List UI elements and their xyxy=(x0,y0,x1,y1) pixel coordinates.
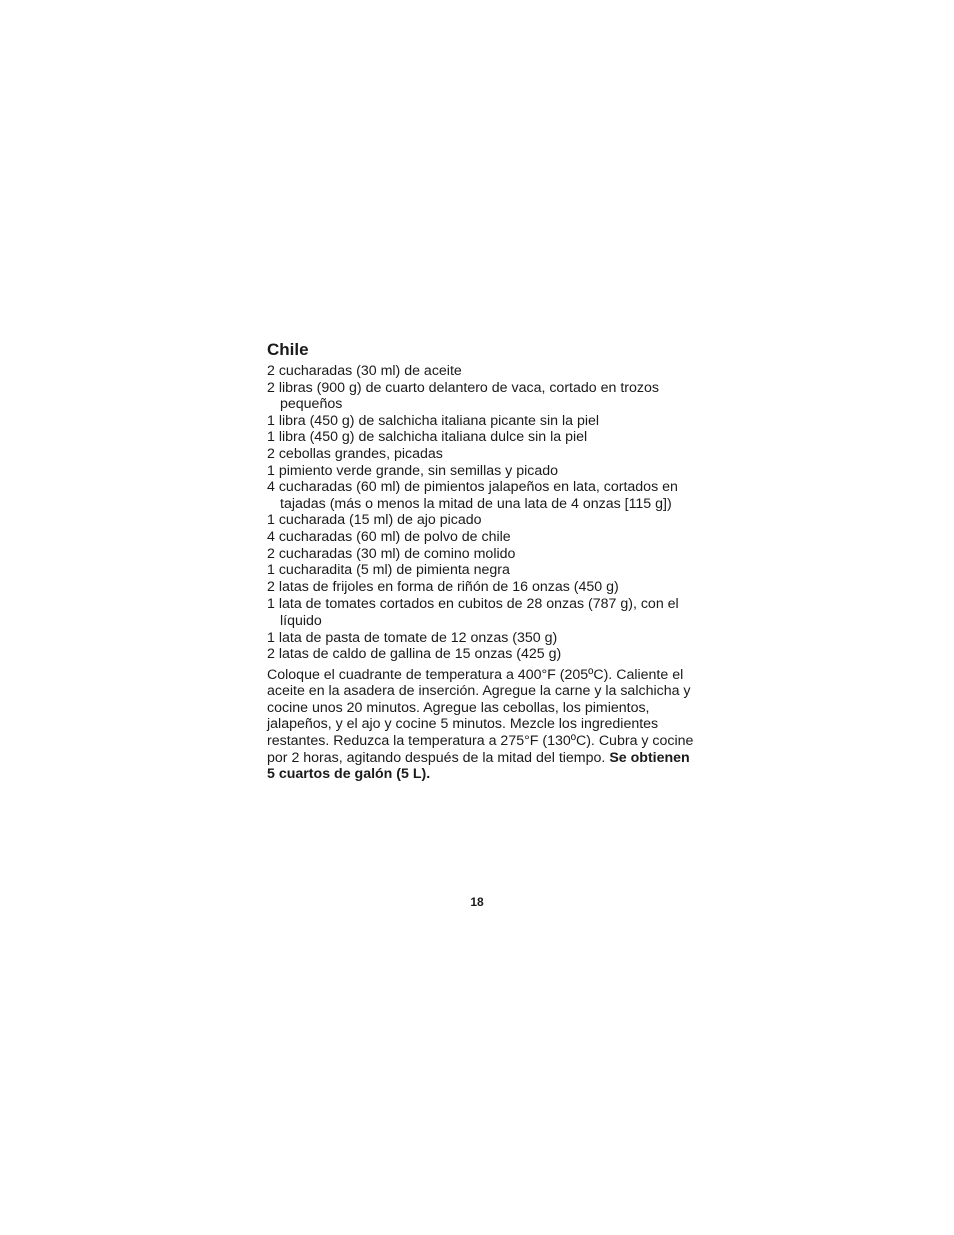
ingredient-item: 2 cucharadas (30 ml) de comino molido xyxy=(267,545,516,562)
ingredient-item: 1 pimiento verde grande, sin semillas y picado xyxy=(267,462,558,479)
ingredient-item: 1 libra (450 g) de salchicha italiana picante sin la piel xyxy=(267,412,600,429)
ingredient-item: 1 cucharada (15 ml) de ajo picado xyxy=(267,512,482,529)
ingredient-item: 4 cucharadas (60 ml) de pimientos jalapeños en lata, cortados en tajadas (más o menos la mitad de una lata de 4 onzas [115 g]) xyxy=(267,479,678,512)
ingredient-item: 2 cucharadas (30 ml) de aceite xyxy=(267,363,462,379)
ingredient-item: 2 libras (900 g) de cuarto delantero de vaca, cortado en trozos pequeños xyxy=(267,379,659,413)
ingredient-item: 2 latas de caldo de gallina de 15 onzas (425 g) xyxy=(267,646,562,663)
recipe-yield: Se obtienen 5 cuartos de galón (5 L). xyxy=(267,749,690,783)
page-number: 18 xyxy=(470,895,484,909)
ingredient-item: 2 latas de frijoles en forma de riñón de 16 onzas (450 g) xyxy=(267,578,619,595)
ingredient-item: 4 cucharadas (60 ml) de polvo de chile xyxy=(267,528,511,545)
recipe-title: Chile xyxy=(267,340,309,359)
recipe-instructions xyxy=(267,667,697,783)
instructions-text: Coloque el cuadrante de temperatura a 400°F (205ºC). Caliente el aceite en la asadera de inserción. Agregue la carne y la salchicha y cocine unos 20 minutos. Agregue las cebollas, los pimientos, jalapeños, y el ajo y cocine 5 minutos. Mezcle los ingredientes restantes. Reduzca la temperatura a 275°F (130ºC). Cubra y cocine por 2 horas, agitando después de la mitad del tiempo. xyxy=(267,666,694,766)
ingredient-item: 1 cucharadita (5 ml) de pimienta negra xyxy=(267,562,510,579)
recipe-block xyxy=(267,339,697,783)
ingredient-item: 1 lata de pasta de tomate de 12 onzas (350 g) xyxy=(267,629,558,646)
ingredient-item: 1 lata de tomates cortados en cubitos de 28 onzas (787 g), con el líquido xyxy=(267,596,679,629)
ingredient-item: 2 cebollas grandes, picadas xyxy=(267,445,443,462)
ingredient-item: 1 libra (450 g) de salchicha italiana dulce sin la piel xyxy=(267,429,588,446)
ingredient-list xyxy=(267,363,697,663)
